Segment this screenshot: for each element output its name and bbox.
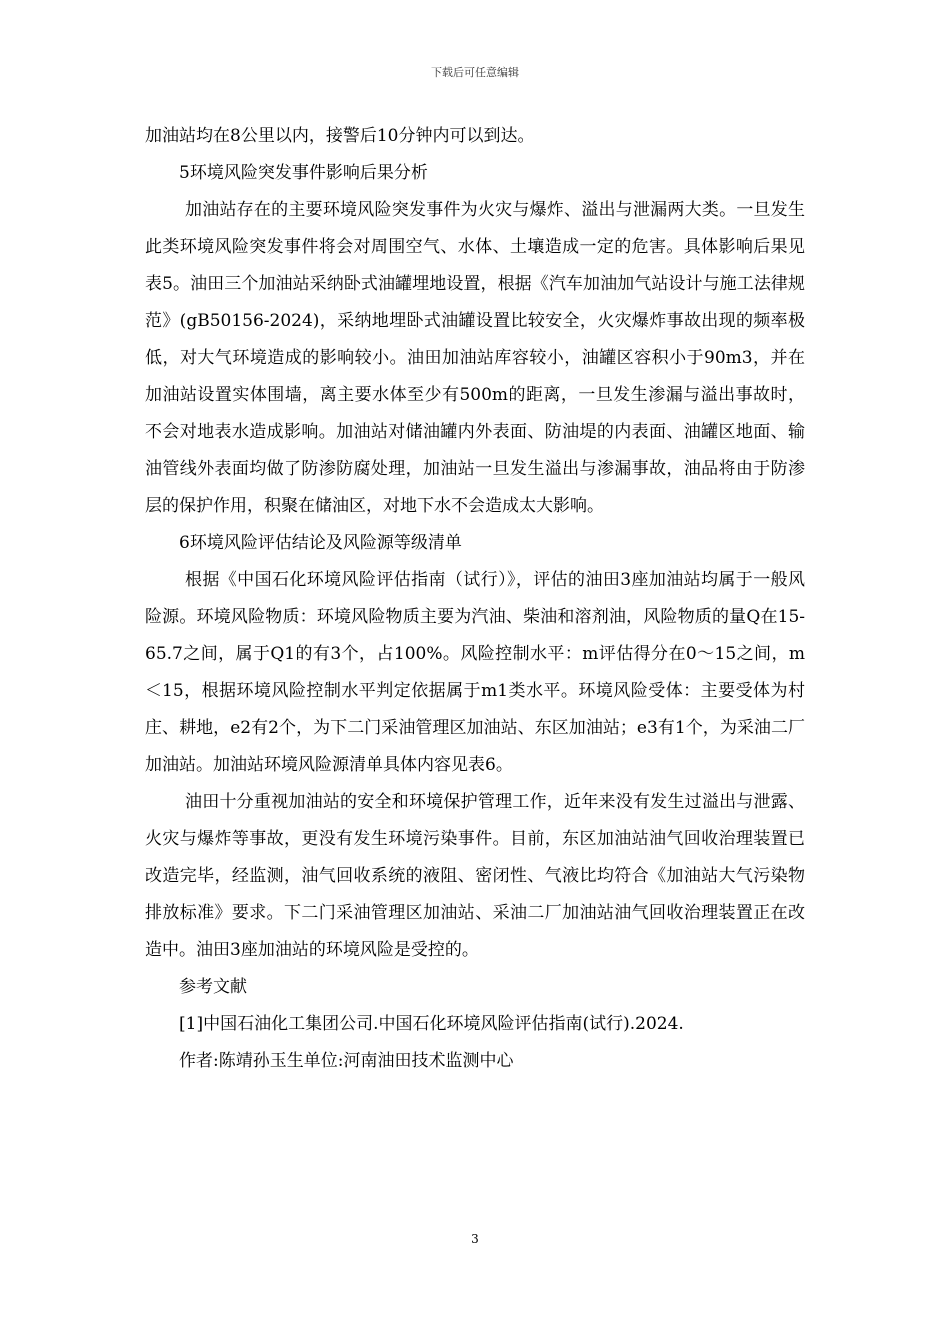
section-heading-6: 6环境风险评估结论及风险源等级清单 <box>179 533 462 553</box>
page-header: 下载后可任意编辑 <box>431 66 519 79</box>
page-number: 3 <box>471 1232 479 1246</box>
document-body <box>145 118 805 1080</box>
paragraph-management-status: 油田十分重视加油站的安全和环境保护管理工作，近年来没有发生过溢出与泄露、火灾与爆炸等事故，更没有发生环境污染事件。目前，东区加油站油气回收治理装置已改造完毕，经监测，油气回收系统的液阻、密闭性、气液比均符合《加油站大气污染物排放标准》要求。下二门采油管理区加油站、采油二厂加油站油气回收治理装置正在改造中。油田3座加油站的环境风险是受控的。 <box>145 792 805 960</box>
author-line: 作者:陈靖孙玉生单位:河南油田技术监测中心 <box>179 1051 514 1071</box>
reference-item: [1]中国石油化工集团公司.中国石化环境风险评估指南(试行).2024. <box>179 1014 684 1034</box>
references-heading: 参考文献 <box>179 977 247 997</box>
paragraph-risk-consequences: 加油站存在的主要环境风险突发事件为火灾与爆炸、溢出与泄漏两大类。一旦发生此类环境风险突发事件将会对周围空气、水体、土壤造成一定的危害。具体影响后果见表5。油田三个加油站采纳卧式油罐埋地设置，根据《汽车加油加气站设计与施工法律规范》(gB50156-2024)，采纳地埋卧式油罐设置比较安全，火灾爆炸事故出现的频率极低，对大气环境造成的影响较小。油田加油站库容较小，油罐区容积小于90m3，并在加油站设置实体围墙，离主要水体至少有500m的距离，一旦发生渗漏与溢出事故时，不会对地表水造成影响。加油站对储油罐内外表面、防油堤的内表面、油罐区地面、输油管线外表面均做了防渗防腐处理，加油站一旦发生溢出与渗漏事故，油品将由于防渗层的保护作用，积聚在储油区，对地下水不会造成太大影响。 <box>145 200 805 516</box>
paragraph-continuation: 加油站均在8公里以内，接警后10分钟内可以到达。 <box>145 126 535 146</box>
section-heading-5: 5环境风险突发事件影响后果分析 <box>179 163 428 183</box>
paragraph-assessment-conclusion: 根据《中国石化环境风险评估指南（试行）》，评估的油田3座加油站均属于一般风险源。环境风险物质：环境风险物质主要为汽油、柴油和溶剂油，风险物质的量Q在15-65.7之间，属于Q1的有3个，占100%。风险控制水平：m评估得分在0～15之间，m＜15，根据环境风险控制水平判定依据属于m1类水平。环境风险受体：主要受体为村庄、耕地，e2有2个，为下二门采油管理区加油站、东区加油站；e3有1个，为采油二厂加油站。加油站环境风险源清单具体内容见表6。 <box>145 570 805 775</box>
